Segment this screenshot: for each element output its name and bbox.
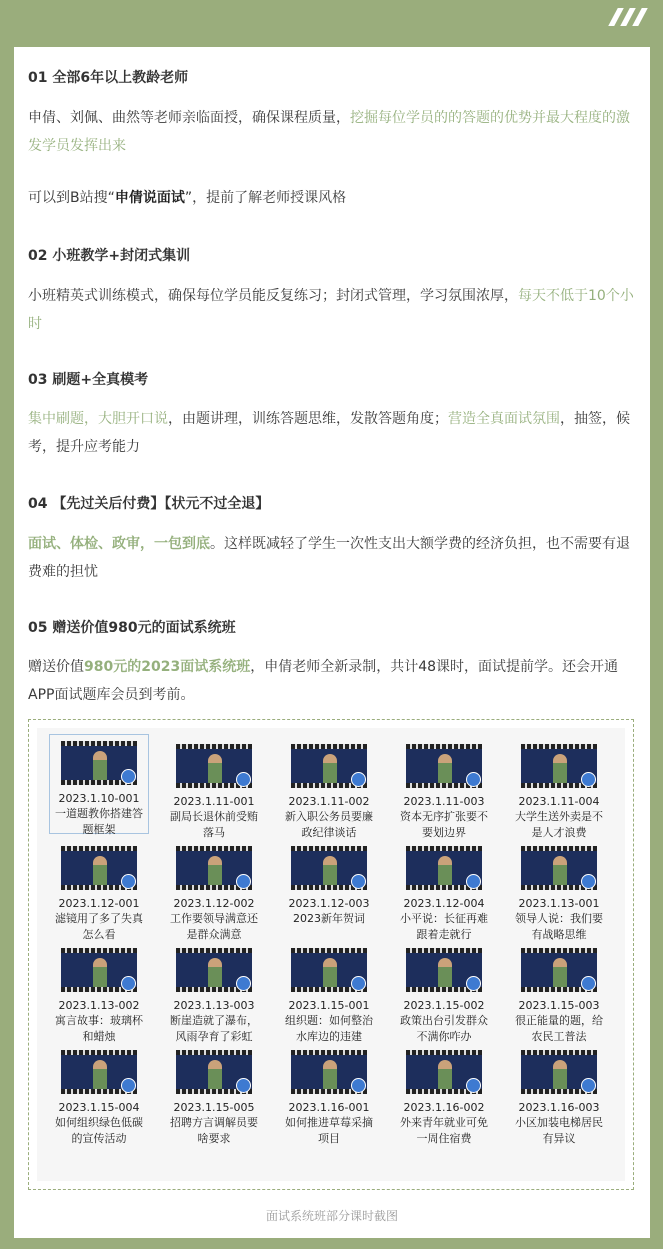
video-grid	[37, 728, 625, 1181]
video-item[interactable]	[164, 942, 264, 1045]
image-caption: 面试系统班部分课时截图	[265, 1209, 398, 1223]
teacher-figure	[323, 754, 337, 784]
video-item[interactable]	[49, 1044, 149, 1147]
teacher-figure	[553, 754, 567, 784]
video-item[interactable]	[509, 738, 609, 841]
video-title: 组织题：如何整治水库边的违建	[285, 1014, 373, 1043]
video-item[interactable]	[509, 1044, 609, 1147]
play-badge-icon	[236, 1078, 251, 1093]
video-thumbnail	[521, 948, 597, 992]
play-badge-icon	[121, 1078, 136, 1093]
video-date: 2023.1.12-002	[173, 897, 255, 910]
video-thumbnail	[61, 846, 137, 890]
p5-text-c: ，申倩老师全新录制，共计48课时，面试提前学。还会开通APP面试题库会员到考前。	[28, 659, 619, 703]
teacher-figure	[208, 1060, 222, 1090]
video-thumbnail	[176, 846, 252, 890]
play-badge-icon	[236, 976, 251, 991]
p3-text-d: ，抽签，候考，提升应考能力	[28, 411, 630, 455]
video-date: 2023.1.15-003	[518, 999, 600, 1012]
video-date: 2023.1.12-001	[58, 897, 140, 910]
play-badge-icon	[466, 1078, 481, 1093]
video-date: 2023.1.16-002	[403, 1101, 485, 1114]
p5-highlight: 980元的2023面试系统班	[84, 659, 251, 675]
video-item[interactable]	[394, 738, 494, 841]
video-thumbnail	[61, 1050, 137, 1094]
play-badge-icon	[581, 1078, 596, 1093]
paragraph-1b	[28, 184, 640, 212]
p1b-bold: 申倩说面试	[114, 190, 185, 206]
video-thumbnail	[406, 1050, 482, 1094]
section-title-3: 03 刷题+全真模考	[28, 372, 149, 388]
p1-text: 申倩、刘佩、曲然等老师亲临面授，确保课程质量，	[28, 110, 350, 126]
teacher-figure	[438, 856, 452, 886]
video-item[interactable]	[279, 1044, 379, 1147]
play-badge-icon	[581, 976, 596, 991]
video-item[interactable]	[509, 942, 609, 1045]
video-thumbnail	[176, 948, 252, 992]
video-thumbnail	[521, 1050, 597, 1094]
video-thumbnail	[406, 948, 482, 992]
video-date: 2023.1.15-004	[58, 1101, 140, 1114]
video-title: 一道题教你搭建答题框架	[55, 807, 143, 836]
video-title: 断崖造就了瀑布，风雨孕育了彩虹	[170, 1014, 258, 1043]
video-date: 2023.1.13-003	[173, 999, 255, 1012]
video-date: 2023.1.13-002	[58, 999, 140, 1012]
video-title: 新入职公务员要廉政纪律谈话	[285, 810, 373, 839]
play-badge-icon	[466, 772, 481, 787]
video-title: 如何推进草莓采摘项目	[285, 1116, 373, 1145]
video-title: 外来青年就业可免一周住宿费	[400, 1116, 488, 1145]
video-title: 副局长退休前受贿落马	[170, 810, 258, 839]
video-item[interactable]	[164, 840, 264, 943]
video-date: 2023.1.15-005	[173, 1101, 255, 1114]
video-title: 招聘方言调解员要啥要求	[170, 1116, 258, 1145]
play-badge-icon	[351, 976, 366, 991]
video-item[interactable]	[394, 840, 494, 943]
video-title: 如何组织绿色低碳的宣传活动	[55, 1116, 143, 1145]
video-item[interactable]	[279, 942, 379, 1045]
teacher-figure	[93, 1060, 107, 1090]
video-title: 很正能量的题，给农民工普法	[515, 1014, 603, 1043]
video-item[interactable]	[394, 942, 494, 1045]
video-item[interactable]	[394, 1044, 494, 1147]
video-title: 小平说：长征再难跟着走就行	[400, 912, 488, 941]
video-date: 2023.1.13-001	[518, 897, 600, 910]
video-date: 2023.1.16-003	[518, 1101, 600, 1114]
play-badge-icon	[236, 772, 251, 787]
video-item[interactable]	[279, 840, 379, 927]
video-date: 2023.1.11-003	[403, 795, 485, 808]
play-badge-icon	[236, 874, 251, 889]
video-date: 2023.1.10-001	[58, 792, 140, 805]
video-thumbnail	[61, 948, 137, 992]
video-title: 工作要领导满意还是群众满意	[170, 912, 258, 941]
section-title-2: 02 小班教学+封闭式集训	[28, 248, 191, 264]
paragraph-3	[28, 405, 640, 461]
video-thumbnail	[176, 744, 252, 788]
paragraph-1	[28, 104, 640, 160]
play-badge-icon	[466, 976, 481, 991]
teacher-figure	[323, 958, 337, 988]
p3-highlight-a: 集中刷题，大胆开口说	[28, 411, 168, 427]
play-badge-icon	[581, 772, 596, 787]
paragraph-5	[28, 653, 640, 709]
video-title: 寓言故事：玻璃杯和蜡烛	[55, 1014, 143, 1043]
section-title-5: 05 赠送价值980元的面试系统班	[28, 620, 236, 636]
video-item[interactable]	[49, 840, 149, 943]
video-thumbnail	[291, 1050, 367, 1094]
video-thumbnail	[521, 744, 597, 788]
teacher-figure	[208, 856, 222, 886]
video-date: 2023.1.15-001	[288, 999, 370, 1012]
video-thumbnail	[291, 744, 367, 788]
video-item[interactable]	[509, 840, 609, 943]
video-title: 领导人说：我们要有战略思维	[515, 912, 603, 941]
paragraph-4	[28, 530, 640, 586]
video-item[interactable]	[164, 738, 264, 841]
teacher-figure	[208, 754, 222, 784]
teacher-figure	[93, 958, 107, 988]
video-item[interactable]	[164, 1044, 264, 1147]
teacher-figure	[93, 856, 107, 886]
video-date: 2023.1.11-004	[518, 795, 600, 808]
video-thumbnail	[291, 846, 367, 890]
video-thumbnail	[176, 1050, 252, 1094]
teacher-figure	[323, 856, 337, 886]
teacher-figure	[553, 1060, 567, 1090]
section-title-1: 01 全部6年以上教龄老师	[28, 70, 189, 86]
teacher-figure	[438, 754, 452, 784]
play-badge-icon	[121, 769, 136, 784]
video-title: 资本无序扩张要不要划边界	[400, 810, 488, 839]
video-date: 2023.1.11-002	[288, 795, 370, 808]
video-date: 2023.1.12-003	[288, 897, 370, 910]
video-title: 小区加装电梯居民有异议	[515, 1116, 603, 1145]
video-thumbnail	[291, 948, 367, 992]
p2-text: 小班精英式训练模式，确保每位学员能反复练习；封闭式管理，学习氛围浓厚，	[28, 288, 518, 304]
p2-highlight: 每天不低于10个小时	[28, 288, 634, 332]
video-thumbnail	[406, 744, 482, 788]
play-badge-icon	[351, 1078, 366, 1093]
paragraph-2	[28, 282, 640, 338]
p1b-text-c: ”，提前了解老师授课风格	[184, 190, 347, 206]
video-date: 2023.1.16-001	[288, 1101, 370, 1114]
play-badge-icon	[351, 874, 366, 889]
video-item[interactable]	[49, 734, 149, 834]
play-badge-icon	[581, 874, 596, 889]
p1b-text-a: 可以到B站搜“	[28, 190, 115, 206]
teacher-figure	[208, 958, 222, 988]
video-date: 2023.1.11-001	[173, 795, 255, 808]
p3-text-b: ，由题讲理，训练答题思维，发散答题角度；	[168, 411, 448, 427]
teacher-figure	[93, 751, 107, 781]
teacher-figure	[323, 1060, 337, 1090]
teacher-figure	[553, 856, 567, 886]
video-item[interactable]	[49, 942, 149, 1045]
p4-highlight: 面试、体检、政审，一包到底	[28, 536, 210, 552]
play-badge-icon	[351, 772, 366, 787]
video-title: 滤镜用了多了失真怎么看	[55, 912, 143, 941]
content-card	[14, 47, 650, 1238]
teacher-figure	[553, 958, 567, 988]
video-title: 2023新年贺词	[293, 912, 365, 925]
video-title: 大学生送外卖是不是人才浪费	[515, 810, 603, 839]
decorative-slashes	[607, 8, 651, 28]
p3-highlight-c: 营造全真面试氛围	[448, 411, 560, 427]
p4-text: 。这样既减轻了学生一次性支出大额学费的经济负担，也不需要有退费难的担忧	[28, 536, 630, 580]
video-title: 政策出台引发群众不满你咋办	[400, 1014, 488, 1043]
video-grid-frame	[28, 719, 634, 1190]
teacher-figure	[438, 1060, 452, 1090]
play-badge-icon	[466, 874, 481, 889]
p5-text-a: 赠送价值	[28, 659, 84, 675]
video-date: 2023.1.15-002	[403, 999, 485, 1012]
video-thumbnail	[61, 741, 137, 785]
video-item[interactable]	[279, 738, 379, 841]
video-thumbnail	[406, 846, 482, 890]
video-date: 2023.1.12-004	[403, 897, 485, 910]
play-badge-icon	[121, 976, 136, 991]
teacher-figure	[438, 958, 452, 988]
video-thumbnail	[521, 846, 597, 890]
p1-highlight: 挖掘每位学员的的答题的优势并最大程度的激发学员发挥出来	[28, 110, 630, 154]
section-title-4: 04 【先过关后付费】【状元不过全退】	[28, 496, 270, 512]
play-badge-icon	[121, 874, 136, 889]
